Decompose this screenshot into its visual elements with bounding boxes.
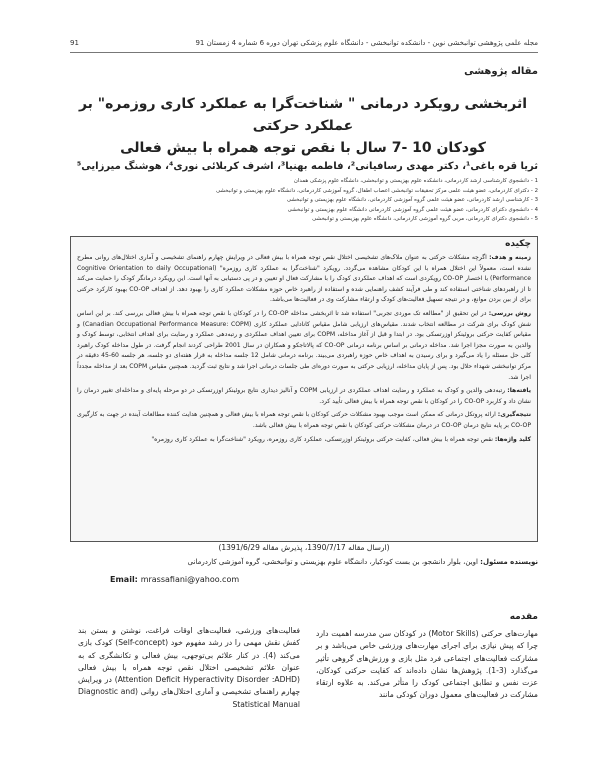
email-label: Email: bbox=[110, 575, 138, 584]
header-rule bbox=[70, 52, 538, 53]
background-text: اگرچه مشکلات حرکتی به عنوان ملاک‌های تشخیصی اختلال نقص توجه همراه با بیش فعالی در ویرایش چهارم راهنمای تشخیصی و آماری اختلال‌های روانی مطرح نشده است، معمولاً این اختلال همراه با این کودکان مشاهده می‌گردد. رویکرد "شناخت‌گرا به عملکرد کاری روزمره" (Cognitive Orientation to daily Occupational Performance) با اختصار CO-OP رویکردی است که اهداف عملکردی کودک را با مشارکت فعال او تعیین و در پی دستیابی به آنها است. این رویکرد درمانگر کودک را حمایت می‌کند تا از راهبردهای شناختی استفاده کند و طی فرآیند کشف راهنمایی شده و استفاده از راهبرد خاص حوزه مشکلات عملکرد کاری را بهبود دهد. از اهداف CO-OP بهبود کارکرد حرکتی برای از بین بردن موانع، و در نتیجه تسهیل فعالیت‌های کودک و ارتقاء مشارکت وی در فعالیت‌ها می‌باشد. bbox=[77, 254, 532, 304]
journal-line: مجله علمی پژوهشی توانبخشی نوین - دانشکده توانبخشی - دانشگاه علوم پزشکی تهران دوره 6 شماره 4 زمستان 91 bbox=[195, 39, 538, 47]
conclusion-label: نتیجه‌گیری: bbox=[497, 411, 531, 419]
affiliation-4: 4 - دانشجوی دکترای کاردرمانی، عضو هیئت علمی گروه آموزشی کاردرمانی دانشگاه علوم بهزیستی و توانبخشی bbox=[287, 206, 538, 213]
title-line-1: اثربخشی رویکرد درمانی " شناخت‌گرا به عملکرد کاری روزمره" بر عملکرد حرکتی bbox=[78, 96, 528, 134]
affiliations bbox=[70, 177, 538, 225]
corresponding-label: نویسنده مسئول: bbox=[480, 558, 538, 566]
abstract-box bbox=[70, 236, 538, 542]
background-label: زمینه و هدف: bbox=[489, 254, 531, 261]
affiliation-2: 2 - دکترای کاردرمانی، عضو هیئت علمی مرکز تحقیقات توانبخشی اعصاب اطفال، گروه آموزشی کاردرمانی، دانشگاه علوم بهزیستی و توانبخشی bbox=[215, 187, 538, 194]
abstract-keywords bbox=[77, 435, 531, 446]
affiliation-1: 1 - دانشجوی کارشناسی ارشد کاردرمانی، دانشکده علوم بهزیستی و توانبخشی، دانشگاه علوم پزشکی همدان bbox=[293, 178, 538, 184]
results-text: رتبه‌دهی والدین و کودک به عملکرد و رضایت اهداف عملکردی در ارزیابی COPM و آنالیز دیداری نتایج بروئینکز اوزرتسکی در دو مرحله پایه‌ای و مداخله‌ای تغییر درمان را نشان داد و کاربرد CO-OP را در کودکان با نقص توجه همراه با بیش فعالی تأیید کرد. bbox=[77, 387, 531, 405]
intro-left-column: فعالیت‌های ورزشی، فعالیت‌های اوقات فراغت، نوشتن و بستن بند کفش نقش مهمی را در رشد مفهوم خود (Self-concept) کودک بازی می‌کند (4). در کنار علائم بی‌توجهی، بیش فعالی و تکانشگری که به عنوان علائم تشخیصی اختلال نقص توجه همراه با بیش فعالی (Attention Deficit Hyperactivity Disorder :ADHD) در ویرایش چهارم راهنمای تشخیصی و آماری اختلال‌های روانی (Diagnostic and Statistical Manual bbox=[78, 626, 301, 709]
corresponding-text: اوین، بلوار دانشجو، بن بست کودکیار، دانشگاه علوم بهزیستی و توانبخشی، گروه آموزشی کاردرمانی bbox=[187, 558, 478, 566]
keywords-label: کلید واژه‌ها: bbox=[494, 435, 531, 443]
running-header bbox=[70, 37, 538, 49]
abstract-body bbox=[77, 253, 531, 448]
authors-line: ثریا قره باغی¹، دکتر مهدی رسافیانی²، فاطمه بهنیا³، اشرف کربلائی نوری⁴، هوشنگ میرزایی⁵ bbox=[76, 161, 538, 172]
email-line bbox=[110, 575, 239, 584]
methods-label: روش بررسی: bbox=[488, 309, 532, 317]
affiliation-3: 3 - کارشناسی ارشد کاردرمانی، عضو هیئت علمی گروه آموزشی کاردرمانی، دانشگاه علوم بهزیستی و توانبخشی bbox=[286, 197, 538, 203]
abstract-methods bbox=[77, 309, 531, 383]
abstract-background bbox=[77, 253, 531, 306]
abstract-results bbox=[77, 386, 531, 407]
corresponding-author bbox=[70, 557, 538, 568]
results-label: یافته‌ها: bbox=[507, 387, 531, 395]
abstract-heading: چکیده bbox=[505, 239, 531, 249]
affiliation-5: 5 - دانشجوی دکترای کاردرمانی، مربی گروه آموزشی کاردرمانی، دانشگاه علوم بهزیستی و توانبخشی bbox=[312, 216, 538, 222]
title-line-2: کودکان 10 -7 سال با نقص توجه همراه با بیش فعالی bbox=[120, 140, 486, 156]
email-address[interactable]: mrassafiani@yahoo.com bbox=[140, 575, 240, 584]
methods-text: در این تحقیق از "مطالعه تک موردی تجربی" استفاده شد تا اثربخشی مداخله CO-OP را در کودکان با نقص توجه همراه با بیش فعالی بررسی کند. بر این اساس شش کودک برای شرکت در مطالعه انتخاب شدند. مقیاس‌های ارزیابی شامل مقیاس کانادایی عملکرد کاری (Canadian Occupational Performance Measure: COPM) و مقیاس کفایت حرکتی بروئینکز اوزرتسکی بود. در ابتدا و قبل از آغاز مداخله، COPM برای تعیین اهداف عملکردی و رتبه‌دهی عملکرد و رضایت برای اهداف انتخابی، توسط کودک و والدین به صورت مجزا اجرا شد. مداخله درمانی بر اساس برنامه درمانی CO-OP که پالاتاجکو و همکاران در سال 2001 طراحی کردند انجام گرفت. در طول مداخله کودک راهبرد کلی حل مسئله را یاد می‌گیرد و برای رسیدن به اهداف خاص حوزه راهبردی می‌بیند. برنامه درمانی شامل 12 جلسه مداخله به قرار هفته‌ای دو جلسه، هر جلسه 60-45 دقیقه در مرکز توانبخشی شهداء حلال بود. پس از پایان مداخله، ارزیابی حرکتی به صورت دوره‌ای طی جلسات درمانی اجرا شد و نتایج ثبت گردید. همچنین مقیاس COPM بعد از مداخله مجدداً اجرا شد. bbox=[77, 309, 531, 381]
submission-dates: (ارسال مقاله 1390/7/17، پذیرش مقاله 1391/6/29) bbox=[218, 543, 390, 552]
section-label: مقاله پژوهشی bbox=[464, 66, 538, 77]
intro-right-column: مهارت‌های حرکتی (Motor Skills) در کودکان سن مدرسه اهمیت دارد چرا که پیش نیازی برای اجرای مهارت‌های ورزشی خاص می‌باشد و بر مشارکت فعالیت‌های اجتماعی فرد مثل بازی و ورزش‌های گروهی تأثیر می‌گذارد (3-1). پژوهش‌ها نشان داده‌اند که کفایت حرکتی کودکان، عزت نفس و تطابق اجتماعی کودک را متأثر می‌کند. به علاوه ارتقاء مشارکت در فعالیت‌های معمول دوران کودکی مانند bbox=[316, 629, 538, 700]
article-title bbox=[68, 93, 538, 159]
intro-heading: مقدمه bbox=[509, 612, 538, 622]
abstract-conclusion bbox=[77, 410, 531, 431]
conclusion-text: ارائه پروتکل درمانی که ممکن است موجب بهبود مشکلات حرکتی کودکان با نقص توجه همراه با بیش فعالی و همچنین هدایت کننده مطالعات آینده در جهت به کارگیری CO-OP بر پایه نتایج درمان CO-OP در درمان مشکلات حرکتی کودکان با نقص توجه همراه با بیش فعالی باشد. bbox=[77, 411, 531, 429]
page-number: 91 bbox=[70, 39, 79, 47]
keywords-text: نقص توجه همراه با بیش فعالی، کفایت حرکتی بروئینکز اوزرتسکی، عملکرد کاری روزمره، رویکرد "شناخت‌گرا به عملکرد کاری روزمره" bbox=[151, 435, 493, 443]
